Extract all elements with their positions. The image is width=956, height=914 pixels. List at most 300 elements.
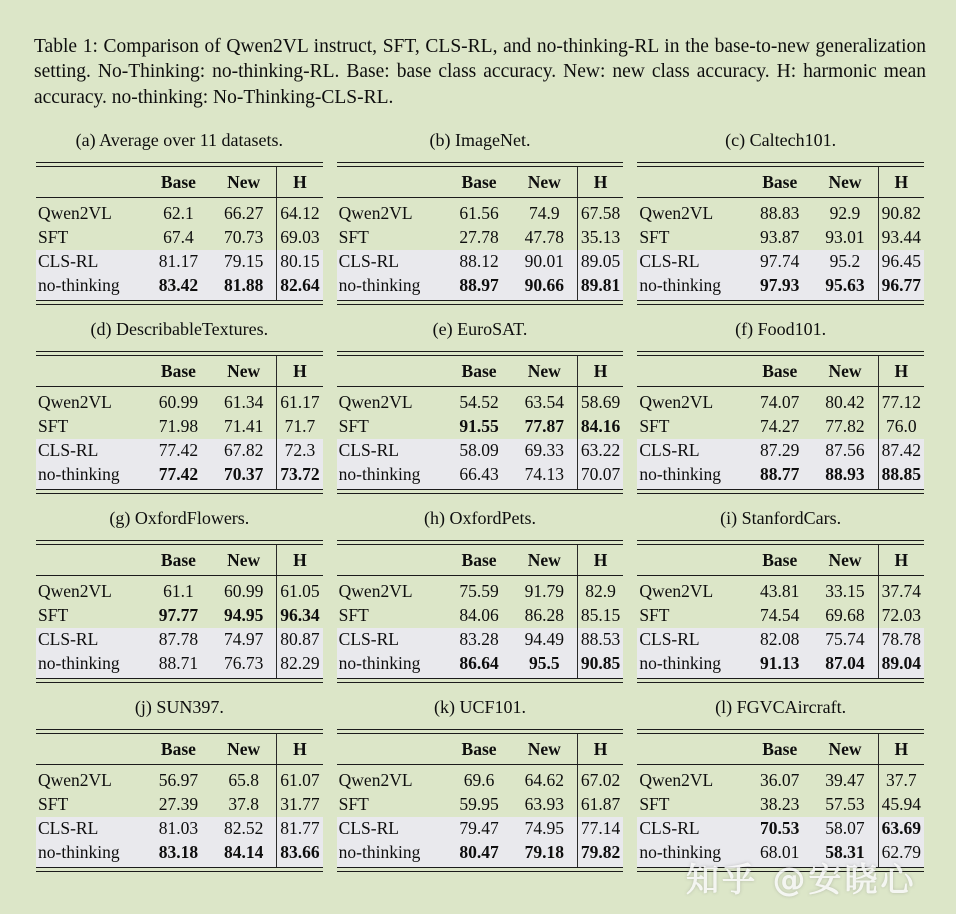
bottom-rule <box>637 867 924 872</box>
table-row <box>36 765 323 793</box>
value-cell: 87.42 <box>881 440 921 461</box>
value-cell: 88.71 <box>158 653 199 674</box>
value-cell: 61.07 <box>280 770 320 791</box>
row-label: SFT <box>338 605 369 626</box>
header-row <box>36 545 323 576</box>
header-row <box>337 356 624 387</box>
value-cell: 71.98 <box>158 416 199 437</box>
value-cell: 31.77 <box>280 794 320 815</box>
value-cell: 88.77 <box>760 464 800 485</box>
results-table <box>337 545 624 678</box>
row-label: Qwen2VL <box>338 770 413 791</box>
value-cell: 60.99 <box>158 392 199 413</box>
value-cell: 36.07 <box>760 770 800 791</box>
value-cell: 89.81 <box>580 275 621 296</box>
row-label: SFT <box>338 794 369 815</box>
value-cell: 74.97 <box>211 628 277 652</box>
table-row <box>36 841 323 868</box>
value-cell: 79.82 <box>580 842 621 863</box>
value-cell: 83.42 <box>158 275 199 296</box>
value-cell: 91.79 <box>512 576 578 604</box>
subtable-caption: (k) UCF101. <box>433 697 526 718</box>
results-table <box>36 356 323 489</box>
results-table <box>637 734 924 867</box>
subtable <box>637 128 924 305</box>
value-cell: 87.29 <box>760 440 800 461</box>
row-label: CLS-RL <box>338 251 399 272</box>
row-label: no-thinking <box>338 842 421 863</box>
results-table <box>36 734 323 867</box>
row-label: no-thinking <box>38 653 120 674</box>
value-cell: 61.1 <box>163 581 194 602</box>
subtable-caption: (c) Caltech101. <box>725 130 837 151</box>
value-cell: 94.95 <box>211 604 277 628</box>
col-header-h: H <box>577 356 623 387</box>
value-cell: 77.87 <box>512 415 578 439</box>
col-header-new: New <box>812 356 878 387</box>
col-header-new: New <box>211 734 277 765</box>
table-row <box>337 198 624 226</box>
table-row <box>337 576 624 604</box>
table-row <box>637 198 924 226</box>
value-cell: 93.01 <box>812 226 878 250</box>
value-cell: 88.53 <box>580 629 621 650</box>
table-row <box>36 576 323 604</box>
col-header-h: H <box>577 167 623 198</box>
col-header-new: New <box>211 356 277 387</box>
row-label: CLS-RL <box>639 251 700 272</box>
bottom-rule <box>36 489 323 494</box>
value-cell: 61.87 <box>580 794 621 815</box>
row-label: no-thinking <box>38 842 120 863</box>
col-header-h: H <box>878 734 924 765</box>
value-cell: 77.42 <box>158 464 199 485</box>
table-row <box>36 628 323 652</box>
value-cell: 37.7 <box>885 770 917 791</box>
row-label: Qwen2VL <box>338 392 413 413</box>
bottom-rule <box>337 867 624 872</box>
value-cell: 67.82 <box>211 439 277 463</box>
watermark: 知乎 @安晓心 <box>686 860 917 899</box>
value-cell: 88.12 <box>459 251 499 272</box>
table-row <box>637 439 924 463</box>
value-cell: 71.7 <box>284 416 316 437</box>
table-row <box>36 274 323 301</box>
value-cell: 69.03 <box>280 227 320 248</box>
value-cell: 91.55 <box>459 416 499 437</box>
header-row <box>637 545 924 576</box>
value-cell: 57.53 <box>812 793 878 817</box>
table-row <box>637 817 924 841</box>
results-table <box>637 167 924 300</box>
header-row <box>337 167 624 198</box>
col-header-h: H <box>277 545 323 576</box>
row-label: no-thinking <box>338 653 421 674</box>
value-cell: 54.52 <box>459 392 499 413</box>
col-header-new: New <box>812 167 878 198</box>
col-header-h: H <box>577 545 623 576</box>
value-cell: 69.33 <box>512 439 578 463</box>
value-cell: 80.15 <box>280 251 320 272</box>
subtable-caption: (a) Average over 11 datasets. <box>75 130 284 151</box>
table-row <box>637 628 924 652</box>
col-header-h: H <box>878 545 924 576</box>
value-cell: 81.88 <box>211 274 277 301</box>
value-cell: 86.64 <box>459 653 499 674</box>
row-label: CLS-RL <box>639 629 700 650</box>
table-row <box>637 415 924 439</box>
row-label: SFT <box>639 227 670 248</box>
table-row <box>36 439 323 463</box>
col-header-h: H <box>277 356 323 387</box>
row-label: no-thinking <box>338 464 421 485</box>
table-row <box>337 387 624 415</box>
value-cell: 67.58 <box>580 203 621 224</box>
table-row <box>337 463 624 490</box>
value-cell: 88.85 <box>881 464 921 485</box>
value-cell: 78.78 <box>881 629 921 650</box>
subtable-caption: (g) OxfordFlowers. <box>109 508 250 529</box>
value-cell: 90.66 <box>512 274 578 301</box>
value-cell: 97.74 <box>760 251 800 272</box>
value-cell: 75.74 <box>812 628 878 652</box>
value-cell: 61.56 <box>459 203 499 224</box>
subtable <box>337 128 624 305</box>
table-row <box>637 576 924 604</box>
value-cell: 84.06 <box>459 605 499 626</box>
row-label: Qwen2VL <box>639 203 714 224</box>
row-label: Qwen2VL <box>338 581 413 602</box>
row-label: CLS-RL <box>639 818 700 839</box>
value-cell: 80.42 <box>812 387 878 415</box>
row-label: SFT <box>38 605 69 626</box>
value-cell: 70.53 <box>760 818 800 839</box>
col-header-new: New <box>812 545 878 576</box>
value-cell: 88.97 <box>459 275 499 296</box>
col-header-h: H <box>577 734 623 765</box>
value-cell: 56.97 <box>158 770 199 791</box>
value-cell: 63.22 <box>580 440 621 461</box>
row-label: Qwen2VL <box>38 581 112 602</box>
header-empty-cell <box>337 167 447 198</box>
value-cell: 79.47 <box>459 818 499 839</box>
row-label: Qwen2VL <box>38 392 112 413</box>
value-cell: 97.77 <box>158 605 199 626</box>
value-cell: 75.59 <box>459 581 499 602</box>
table-row <box>36 226 323 250</box>
row-label: CLS-RL <box>338 440 399 461</box>
value-cell: 63.69 <box>881 818 921 839</box>
row-label: no-thinking <box>38 275 120 296</box>
value-cell: 96.45 <box>881 251 921 272</box>
table-row <box>36 463 323 490</box>
value-cell: 59.95 <box>459 794 499 815</box>
value-cell: 33.15 <box>812 576 878 604</box>
table-row <box>36 652 323 679</box>
results-table <box>36 167 323 300</box>
results-table <box>337 167 624 300</box>
header-empty-cell <box>637 356 747 387</box>
subtable <box>637 695 924 872</box>
bottom-rule <box>337 678 624 683</box>
value-cell: 27.39 <box>158 794 199 815</box>
results-table <box>337 734 624 867</box>
header-empty-cell <box>637 167 747 198</box>
table-row <box>36 604 323 628</box>
col-header-new: New <box>512 734 578 765</box>
results-table <box>36 545 323 678</box>
row-label: Qwen2VL <box>639 770 714 791</box>
table-row <box>36 793 323 817</box>
value-cell: 63.93 <box>512 793 578 817</box>
row-label: Qwen2VL <box>639 392 714 413</box>
value-cell: 72.03 <box>881 605 921 626</box>
subtables-grid <box>0 128 956 872</box>
value-cell: 92.9 <box>812 198 878 226</box>
value-cell: 72.3 <box>284 440 316 461</box>
col-header-h: H <box>277 734 323 765</box>
col-header-base: Base <box>446 167 511 198</box>
bottom-rule <box>36 678 323 683</box>
value-cell: 38.23 <box>760 794 800 815</box>
header-empty-cell <box>337 356 447 387</box>
value-cell: 63.54 <box>512 387 578 415</box>
table-row <box>637 765 924 793</box>
subtable <box>337 317 624 494</box>
col-header-base: Base <box>146 545 211 576</box>
bottom-rule <box>36 867 323 872</box>
subtable-caption: (l) FGVCAircraft. <box>715 697 847 718</box>
subtable <box>36 506 323 683</box>
value-cell: 43.81 <box>760 581 800 602</box>
table-row <box>337 841 624 868</box>
bottom-rule <box>637 678 924 683</box>
value-cell: 82.29 <box>280 653 320 674</box>
value-cell: 81.17 <box>158 251 199 272</box>
subtable-caption: (e) EuroSAT. <box>432 319 528 340</box>
value-cell: 93.44 <box>881 227 921 248</box>
value-cell: 76.0 <box>885 416 917 437</box>
col-header-new: New <box>211 167 277 198</box>
value-cell: 91.13 <box>760 653 800 674</box>
value-cell: 68.01 <box>760 842 800 863</box>
table-row <box>337 274 624 301</box>
value-cell: 71.41 <box>211 415 277 439</box>
header-empty-cell <box>36 356 146 387</box>
row-label: no-thinking <box>639 653 721 674</box>
table-row <box>337 765 624 793</box>
row-label: SFT <box>38 794 69 815</box>
value-cell: 96.77 <box>881 275 921 296</box>
row-label: Qwen2VL <box>639 581 714 602</box>
value-cell: 79.18 <box>512 841 578 868</box>
col-header-base: Base <box>146 167 211 198</box>
header-row <box>337 734 624 765</box>
row-label: CLS-RL <box>338 818 399 839</box>
header-empty-cell <box>637 734 747 765</box>
row-label: no-thinking <box>639 464 721 485</box>
subtable <box>637 506 924 683</box>
table-row <box>637 604 924 628</box>
value-cell: 58.69 <box>580 392 621 413</box>
bottom-rule <box>637 300 924 305</box>
value-cell: 90.01 <box>512 250 578 274</box>
table-row <box>36 198 323 226</box>
value-cell: 76.73 <box>211 652 277 679</box>
value-cell: 69.6 <box>463 770 495 791</box>
value-cell: 80.47 <box>459 842 499 863</box>
table-row <box>637 250 924 274</box>
table-row <box>36 817 323 841</box>
value-cell: 89.04 <box>881 653 921 674</box>
bottom-rule <box>337 300 624 305</box>
row-label: SFT <box>338 416 369 437</box>
col-header-base: Base <box>747 167 812 198</box>
value-cell: 27.78 <box>459 227 499 248</box>
table-row <box>337 250 624 274</box>
table-row <box>36 387 323 415</box>
row-label: no-thinking <box>338 275 421 296</box>
table-row <box>337 628 624 652</box>
header-row <box>36 167 323 198</box>
row-label: CLS-RL <box>338 629 399 650</box>
table-row <box>637 226 924 250</box>
row-label: SFT <box>38 416 69 437</box>
row-label: SFT <box>639 794 670 815</box>
subtable-caption: (i) StanfordCars. <box>720 508 842 529</box>
value-cell: 81.77 <box>280 818 320 839</box>
row-label: CLS-RL <box>38 818 99 839</box>
col-header-base: Base <box>446 545 511 576</box>
value-cell: 62.79 <box>881 842 921 863</box>
value-cell: 87.56 <box>812 439 878 463</box>
header-empty-cell <box>36 734 146 765</box>
value-cell: 82.64 <box>280 275 320 296</box>
table-row <box>337 652 624 679</box>
value-cell: 74.07 <box>760 392 800 413</box>
row-label: no-thinking <box>38 464 120 485</box>
row-label: no-thinking <box>639 842 721 863</box>
col-header-new: New <box>512 167 578 198</box>
paper-page <box>0 34 956 899</box>
header-empty-cell <box>337 545 447 576</box>
value-cell: 61.17 <box>280 392 320 413</box>
table-row <box>36 250 323 274</box>
table-row <box>637 387 924 415</box>
value-cell: 90.85 <box>580 653 621 674</box>
value-cell: 85.15 <box>580 605 621 626</box>
value-cell: 80.87 <box>280 629 320 650</box>
value-cell: 35.13 <box>580 227 621 248</box>
value-cell: 60.99 <box>211 576 277 604</box>
value-cell: 58.07 <box>812 817 878 841</box>
value-cell: 74.27 <box>760 416 800 437</box>
value-cell: 62.1 <box>163 203 194 224</box>
value-cell: 83.66 <box>280 842 320 863</box>
value-cell: 67.4 <box>163 227 194 248</box>
value-cell: 74.9 <box>512 198 578 226</box>
value-cell: 87.78 <box>158 629 199 650</box>
value-cell: 95.5 <box>512 652 578 679</box>
value-cell: 37.8 <box>211 793 277 817</box>
value-cell: 70.37 <box>211 463 277 490</box>
value-cell: 83.18 <box>158 842 199 863</box>
value-cell: 83.28 <box>459 629 499 650</box>
value-cell: 84.16 <box>580 416 621 437</box>
subtable <box>36 128 323 305</box>
value-cell: 47.78 <box>512 226 578 250</box>
col-header-new: New <box>512 356 578 387</box>
row-label: SFT <box>639 605 670 626</box>
col-header-base: Base <box>747 356 812 387</box>
row-label: Qwen2VL <box>38 203 112 224</box>
value-cell: 61.34 <box>211 387 277 415</box>
value-cell: 94.49 <box>512 628 578 652</box>
value-cell: 64.62 <box>512 765 578 793</box>
subtable <box>36 695 323 872</box>
value-cell: 82.52 <box>211 817 277 841</box>
header-row <box>637 734 924 765</box>
subtable-caption: (b) ImageNet. <box>429 130 531 151</box>
value-cell: 67.02 <box>580 770 621 791</box>
header-row <box>337 545 624 576</box>
table-row <box>337 226 624 250</box>
col-header-new: New <box>512 545 578 576</box>
value-cell: 84.14 <box>211 841 277 868</box>
subtable-caption: (d) DescribableTextures. <box>90 319 269 340</box>
value-cell: 79.15 <box>211 250 277 274</box>
row-label: Qwen2VL <box>338 203 413 224</box>
value-cell: 45.94 <box>881 794 921 815</box>
row-label: Qwen2VL <box>38 770 112 791</box>
row-label: CLS-RL <box>639 440 700 461</box>
subtable <box>337 695 624 872</box>
value-cell: 89.05 <box>580 251 621 272</box>
table-row <box>337 415 624 439</box>
col-header-base: Base <box>747 734 812 765</box>
subtable <box>337 506 624 683</box>
value-cell: 90.82 <box>881 203 921 224</box>
header-empty-cell <box>36 545 146 576</box>
table-row <box>637 463 924 490</box>
value-cell: 58.31 <box>812 841 878 868</box>
header-row <box>637 356 924 387</box>
header-row <box>36 356 323 387</box>
value-cell: 81.03 <box>158 818 199 839</box>
col-header-base: Base <box>146 356 211 387</box>
value-cell: 69.68 <box>812 604 878 628</box>
row-label: SFT <box>38 227 69 248</box>
bottom-rule <box>637 489 924 494</box>
value-cell: 61.05 <box>280 581 320 602</box>
table-caption: Table 1: Comparison of Qwen2VL instruct, SFT, CLS-RL, and no-thinking-RL in the base-to-new generalization setting. No-Thinking: no-thinking-RL. Base: base class accuracy. New: new class accuracy. H: harmonic mean accuracy. no-thinking: No-Thinking-CLS-RL. <box>34 36 926 108</box>
row-label: SFT <box>338 227 369 248</box>
value-cell: 37.74 <box>881 581 921 602</box>
col-header-base: Base <box>146 734 211 765</box>
table-row <box>337 439 624 463</box>
value-cell: 95.63 <box>812 274 878 301</box>
subtable-caption: (f) Food101. <box>735 319 827 340</box>
value-cell: 70.07 <box>580 464 621 485</box>
value-cell: 66.43 <box>459 464 499 485</box>
row-label: CLS-RL <box>38 251 99 272</box>
value-cell: 82.08 <box>760 629 800 650</box>
header-empty-cell <box>36 167 146 198</box>
value-cell: 95.2 <box>812 250 878 274</box>
subtable <box>36 317 323 494</box>
value-cell: 70.73 <box>211 226 277 250</box>
results-table <box>637 545 924 678</box>
